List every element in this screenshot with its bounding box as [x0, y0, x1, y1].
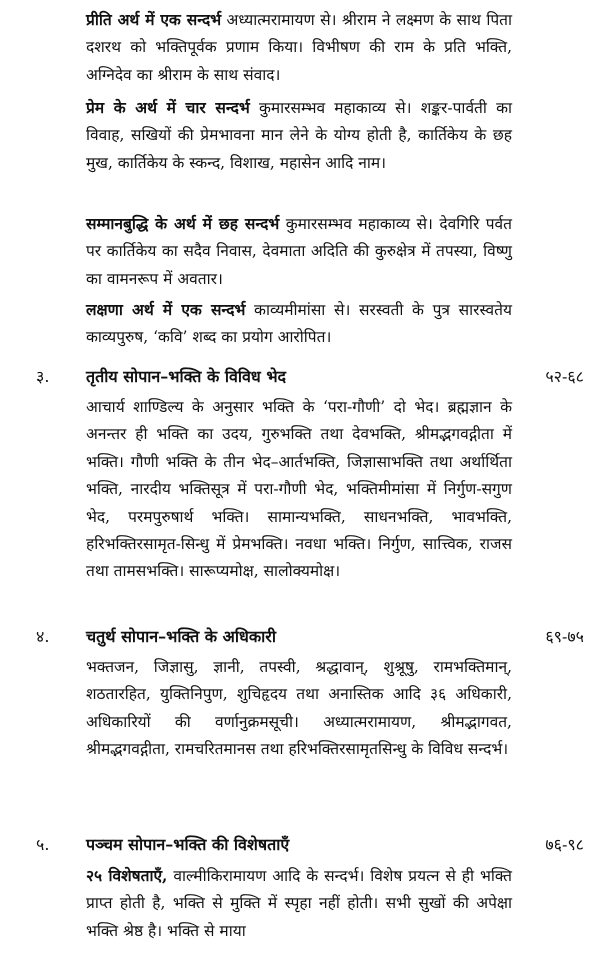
- paragraph-lead: लक्षणा अर्थ में एक सन्दर्भ: [86, 300, 246, 319]
- chapter-title: चतुर्थ सोपान–भक्ति के अधिकारी: [86, 627, 276, 646]
- chapter-body-3: [86, 394, 512, 586]
- chapter-body-text: आचार्य शाण्डिल्य के अनुसार भक्ति के ‘परा-गौणी’ दो भेद। ब्रह्मज्ञान के अनन्तर ही भक्ति का उदय, गुरुभक्ति तथा देवभक्ति, श्रीमद्भगवद्गीता में भक्ति। गौणी भक्ति के तीन भेद–आर्तभक्ति, जिज्ञासाभक्ति तथा अर्थार्थिता भक्ति, नारदीय भक्तिसूत्र में परा-गौणी भेद, भक्तिमीमांसा में निर्गुण-सगुण भेद, परमपुरुषार्थ भक्ति। सामान्यभक्ति, साधनभक्ति, भावभक्ति, हरिभक्तिरसामृत-सिन्धु में प्रेमभक्ति। नवधा भक्ति। निर्गुण, सात्त्विक, राजस तथा तामसभक्ति। सारूप्यमोक्ष, सालोक्यमोक्ष।: [86, 398, 512, 581]
- chapter-body-text: वाल्मीकिरामायण आदि के सन्दर्भ। विशेष प्रयत्न से ही भक्ति प्राप्त होती है, भक्ति से मुक्ति में स्पृहा नहीं होती। सभी सुखों की अपेक्षा भक्ति श्रेष्ठ है। भक्ति से माया: [86, 867, 513, 940]
- chapter-heading-4: [0, 622, 600, 652]
- chapter-body-lead: २५ विशेषताएँ,: [86, 866, 168, 885]
- paragraph-text: अध्यात्मरामायण से। श्रीराम ने लक्ष्मण के साथ पिता दशरथ को भक्तिपूर्वक प्रणाम किया। विभीषण की राम के प्रति भक्ति, अग्निदेव का श्रीराम के साथ संवाद।: [86, 11, 513, 84]
- chapter-title: पञ्चम सोपान–भक्ति की विशेषताएँ: [86, 835, 290, 854]
- intro-paragraph-sammanbuddhi: [86, 210, 512, 293]
- paragraph-lead: प्रेम के अर्थ में चार सन्दर्भ: [86, 98, 250, 117]
- chapter-number: ४.: [36, 627, 50, 646]
- chapter-page-range: ५२-६८: [545, 367, 584, 386]
- chapter-heading-5: [0, 830, 600, 860]
- chapter-heading-3: [0, 362, 600, 392]
- chapter-body-5: [86, 862, 512, 945]
- paragraph-text: कुमारसम्भव महाकाव्य से। देवगिरि पर्वत पर कार्तिकेय का सदैव निवास, देवमाता अदिति की कुरुक्षेत्र में तपस्या, विष्णु का वामनरूप में अवतार।: [86, 215, 512, 288]
- chapter-title: तृतीय सोपान–भक्ति के विविध भेद: [86, 367, 287, 386]
- chapter-page-range: ६९-७५: [545, 627, 584, 646]
- intro-paragraph-priti: [86, 6, 512, 89]
- chapter-page-range: ७६-९८: [545, 835, 584, 854]
- paragraph-text: काव्यमीमांसा से। सरस्वती के पुत्र सारस्वतेय काव्यपुरुष, ‘कवि’ शब्द का प्रयोग आरोपित।: [86, 301, 512, 347]
- chapter-number: ३.: [36, 367, 50, 386]
- chapter-body-4: [86, 654, 512, 764]
- paragraph-text: कुमारसम्भव महाकाव्य से। शङ्कर-पार्वती का विवाह, सखियों की प्रेमभावना मान लेने के योग्य होती है, कार्तिकेय के छह मुख, कार्तिकेय के स्कन्द, विशाख, महासेन आदि नाम।: [86, 99, 512, 172]
- chapter-body-text: भक्तजन, जिज्ञासु, ज्ञानी, तपस्वी, श्रद्धावान्, शुश्रूषु, रामभक्तिमान्, शठतारहित, युक्तिनिपुण, शुचिहृदय तथा अनास्तिक आदि ३६ अधिकारी, अधिकारियों की वर्णानुक्रमसूची। अध्यात्मरामायण, श्रीमद्भागवत, श्रीमद्भगवद्गीता, रामचरितमानस तथा हरिभक्तिरसामृतसिन्धु के विविध सन्दर्भ।: [86, 658, 512, 759]
- chapter-number: ५.: [36, 835, 50, 854]
- paragraph-lead: सम्मानबुद्धि के अर्थ में छह सन्दर्भ: [86, 214, 280, 233]
- paragraph-lead: प्रीति अर्थ में एक सन्दर्भ: [86, 10, 222, 29]
- intro-paragraph-lakshana: [86, 296, 512, 352]
- intro-paragraph-prem: [86, 94, 512, 177]
